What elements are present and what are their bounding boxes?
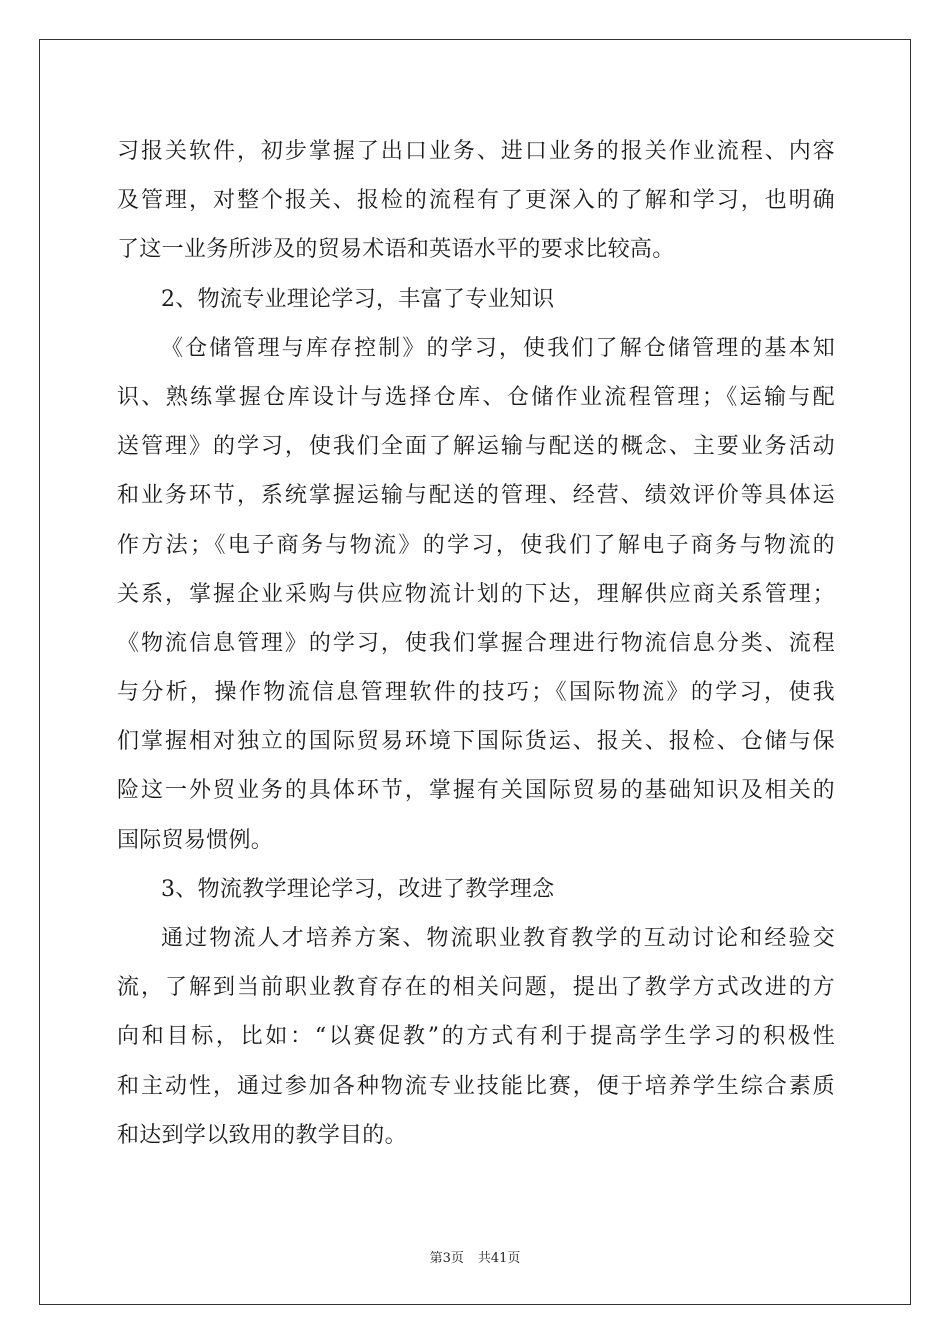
section-heading-3: 3、物流教学理论学习，改进了教学理念 (161, 876, 555, 902)
paragraph-line: 送管理》的学习，使我们全面了解运输与配送的概念、主要业务活动 (117, 434, 835, 460)
total-pages: 共41页 (477, 1251, 521, 1266)
paragraph-line: 作方法；《电子商务与物流》的学习，使我们了解电子商务与物流的 (117, 532, 835, 558)
section-heading-2: 2、物流专业理论学习，丰富了专业知识 (161, 286, 555, 312)
paragraph-line: 险这一外贸业务的具体环节，掌握有关国际贸易的基础知识及相关的 (117, 778, 835, 804)
paragraph-line: 们掌握相对独立的国际贸易环境下国际货运、报关、报检、仓储与保 (117, 729, 835, 755)
page-footer (0, 1247, 950, 1266)
paragraph-line: 及管理，对整个报关、报检的流程有了更深入的了解和学习，也明确 (117, 188, 835, 214)
paragraph-line: 《物流信息管理》的学习，使我们掌握合理进行物流信息分类、流程 (117, 630, 835, 656)
paragraph-line: 和业务环节，系统掌握运输与配送的管理、经营、绩效评价等具体运 (117, 483, 835, 509)
paragraph-line: 和主动性，通过参加各种物流专业技能比赛，便于培养学生综合素质 (117, 1073, 835, 1099)
document-body (117, 127, 835, 1160)
paragraph-line: 识、熟练掌握仓库设计与选择仓库、仓储作业流程管理；《运输与配 (117, 384, 835, 410)
paragraph-line: 流，了解到当前职业教育存在的相关问题，提出了教学方式改进的方 (117, 975, 835, 1001)
paragraph-line: 与分析，操作物流信息管理软件的技巧；《国际物流》的学习，使我 (117, 680, 835, 706)
paragraph-line: 关系，掌握企业采购与供应物流计划的下达，理解供应商关系管理； (117, 581, 835, 607)
paragraph-line: 《仓储管理与库存控制》的学习，使我们了解仓储管理的基本知 (161, 335, 835, 361)
paragraph-line: 向和目标，比如：“以赛促教”的方式有利于提高学生学习的积极性 (117, 1024, 835, 1050)
page-number: 第3页 (429, 1251, 464, 1266)
paragraph-line: 习报关软件，初步掌握了出口业务、进口业务的报关作业流程、内容 (117, 139, 835, 164)
paragraph-line: 了这一业务所涉及的贸易术语和英语水平的要求比较高。 (117, 237, 675, 263)
paragraph-line: 国际贸易惯例。 (117, 827, 274, 853)
paragraph-line: 通过物流人才培养方案、物流职业教育教学的互动讨论和经验交 (161, 926, 835, 951)
paragraph-line: 和达到学以致用的教学目的。 (117, 1122, 407, 1148)
